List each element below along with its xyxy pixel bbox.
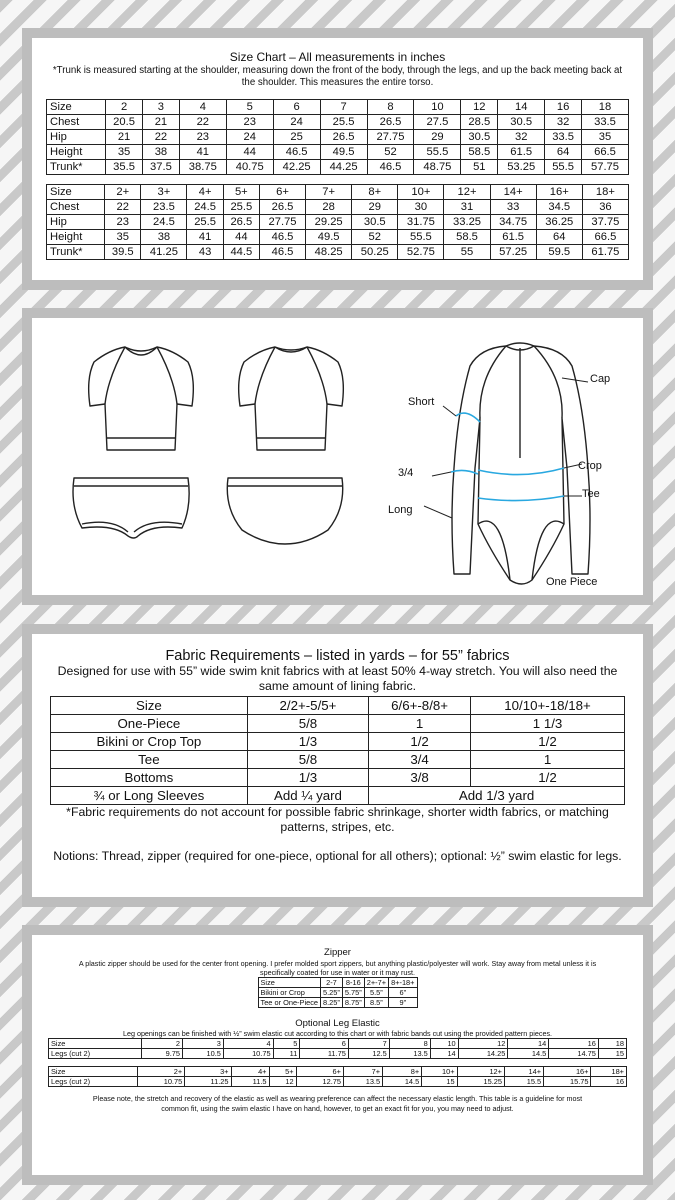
table-cell: 61.75 <box>582 245 628 260</box>
table-cell: 1 <box>471 751 625 769</box>
table-cell: 66.5 <box>582 230 628 245</box>
table-cell: Bikini or Crop <box>258 988 321 998</box>
table-cell: 8-16 <box>342 978 364 988</box>
table-cell: 6+ <box>259 185 305 200</box>
table-cell: 20.5 <box>106 115 143 130</box>
table-cell: 1/3 <box>247 733 368 751</box>
table-cell: 6” <box>389 988 417 998</box>
table-cell: 33 <box>490 200 536 215</box>
table-cell: 55.5 <box>398 230 444 245</box>
table-cell: ¾ or Long Sleeves <box>51 787 248 805</box>
table-cell: 55 <box>444 245 490 260</box>
table-cell: 24.5 <box>141 215 187 230</box>
table-row <box>47 100 629 115</box>
table-cell: 8.25” <box>321 998 343 1008</box>
table-cell: 64 <box>536 230 582 245</box>
label-cap: Cap <box>590 373 611 385</box>
table-cell: 21 <box>142 115 179 130</box>
zipper-title: Zipper <box>324 947 351 958</box>
table-cell: 30.5 <box>461 130 498 145</box>
table-cell: Size <box>47 185 105 200</box>
table-row <box>51 751 625 769</box>
table-cell: 1 1/3 <box>471 715 625 733</box>
table-cell: 1/2 <box>369 733 471 751</box>
elastic-text: Leg openings can be finished with ½” swim elastic cut according to this chart or with fabric bands cut using the provided pattern pieces. <box>122 1029 553 1038</box>
table-cell: 15.75 <box>544 1077 591 1087</box>
table-cell: 29 <box>352 200 398 215</box>
table-cell: 26.5 <box>259 200 305 215</box>
table-cell: 44 <box>223 230 259 245</box>
table-cell: 11.75 <box>300 1049 348 1059</box>
crop-top-sketch <box>89 347 194 450</box>
table-cell: 3/8 <box>369 769 471 787</box>
table-cell: 28 <box>306 200 352 215</box>
zipper-text: A plastic zipper should be used for the center front opening. I prefer molded sport zippers, but anything plastic/polyester will work. Stay away from metal unless it is specifically coated for use in water or it may rust. <box>78 959 597 977</box>
table-cell: 52 <box>367 145 414 160</box>
table-cell: 5 <box>273 1039 300 1049</box>
table-cell: 52 <box>352 230 398 245</box>
table-cell: 8.5” <box>364 998 388 1008</box>
fabric-requirements-panel <box>22 624 653 907</box>
table-cell: 2 <box>142 1039 183 1049</box>
table-cell: 11 <box>273 1049 300 1059</box>
crop-top-back-sketch <box>239 347 344 450</box>
table-cell: 38 <box>141 230 187 245</box>
table-cell: Size <box>51 697 248 715</box>
garment-illustrations <box>32 318 643 595</box>
table-cell: 48.75 <box>414 160 461 175</box>
table-cell: 8.75” <box>342 998 364 1008</box>
table-cell: 26.5 <box>367 115 414 130</box>
table-cell: 33.5 <box>582 115 629 130</box>
table-cell: 22 <box>105 200 141 215</box>
label-long: Long <box>388 504 413 516</box>
table-cell: Legs (cut 2) <box>49 1049 142 1059</box>
table-cell: 14.5 <box>508 1049 549 1059</box>
table-cell: Tee <box>51 751 248 769</box>
table-row <box>47 200 629 215</box>
table-cell: 2+ <box>105 185 141 200</box>
table-cell: 10.5 <box>182 1049 223 1059</box>
table-cell: 23 <box>105 215 141 230</box>
table-cell: 46.5 <box>259 245 305 260</box>
table-cell: Trunk* <box>47 245 105 260</box>
table-cell: 66.5 <box>582 145 629 160</box>
table-cell: 12.75 <box>296 1077 343 1087</box>
table-cell: 10+ <box>398 185 444 200</box>
table-cell: Add ¼ yard <box>247 787 368 805</box>
garment-diagram-panel <box>22 308 653 605</box>
bikini-bottom-sketch <box>73 478 189 538</box>
table-cell: 4+ <box>187 185 223 200</box>
table-cell: 32 <box>545 115 582 130</box>
table-cell: 51 <box>461 160 498 175</box>
table-cell: 41 <box>179 145 226 160</box>
table-cell: 2+ <box>137 1067 184 1077</box>
table-cell: 15.25 <box>457 1077 504 1087</box>
table-cell: 41.25 <box>141 245 187 260</box>
table-cell: Chest <box>47 115 106 130</box>
table-row <box>258 988 417 998</box>
fabric-note: *Fabric requirements do not account for possible fabric shrinkage, shorter width fabrics, or matching patterns, stripes, etc. <box>66 805 609 834</box>
table-cell: 22 <box>179 115 226 130</box>
size-table-plus <box>46 184 629 260</box>
table-cell: 38.75 <box>179 160 226 175</box>
table-cell: 2/2+-5/5+ <box>247 697 368 715</box>
table-cell: 49.5 <box>320 145 367 160</box>
table-cell: 50.25 <box>352 245 398 260</box>
table-cell: 1/2 <box>471 769 625 787</box>
table-cell: 14.75 <box>549 1049 599 1059</box>
table-cell: 44.5 <box>223 245 259 260</box>
table-row <box>258 998 417 1008</box>
table-row <box>49 1049 627 1059</box>
table-cell: 35 <box>105 230 141 245</box>
table-cell: 5.5” <box>364 988 388 998</box>
table-cell: 16 <box>549 1039 599 1049</box>
table-cell: Add 1/3 yard <box>369 787 625 805</box>
table-cell: 49.5 <box>306 230 352 245</box>
table-cell: 46.5 <box>273 145 320 160</box>
table-cell: 26.5 <box>223 215 259 230</box>
table-cell: 33.25 <box>444 215 490 230</box>
table-cell: 59.5 <box>536 245 582 260</box>
table-cell: 2 <box>106 100 143 115</box>
table-cell: 28.5 <box>461 115 498 130</box>
table-cell: 57.75 <box>582 160 629 175</box>
table-cell: 31 <box>444 200 490 215</box>
table-cell: 5.75” <box>342 988 364 998</box>
table-cell: 29.25 <box>306 215 352 230</box>
table-cell: Bikini or Crop Top <box>51 733 248 751</box>
table-cell: 27.75 <box>259 215 305 230</box>
table-cell: 12+ <box>444 185 490 200</box>
table-row <box>47 115 629 130</box>
table-cell: 34.75 <box>490 215 536 230</box>
table-cell: 1 <box>369 715 471 733</box>
table-cell: 3/4 <box>369 751 471 769</box>
table-cell: 30.5 <box>352 215 398 230</box>
table-cell: 40.75 <box>226 160 273 175</box>
table-cell: 35 <box>106 145 143 160</box>
table-cell: 25.5 <box>320 115 367 130</box>
table-cell: 15.5 <box>504 1077 543 1087</box>
label-three-quarter: 3/4 <box>398 467 414 479</box>
table-cell: 14.5 <box>383 1077 422 1087</box>
table-cell: 5+ <box>223 185 259 200</box>
table-cell: 9” <box>389 998 417 1008</box>
table-cell: 37.75 <box>582 215 628 230</box>
table-cell: 24.5 <box>187 200 223 215</box>
table-cell: 12+ <box>457 1067 504 1077</box>
table-cell: 2+-7+ <box>364 978 388 988</box>
fabric-title: Fabric Requirements – listed in yards – for 55” fabrics <box>165 648 510 664</box>
table-cell: Tee or One-Piece <box>258 998 321 1008</box>
table-cell: One-Piece <box>51 715 248 733</box>
table-cell: 9.75 <box>142 1049 183 1059</box>
table-cell: 8 <box>367 100 414 115</box>
table-cell: 18+ <box>591 1067 627 1077</box>
table-cell: 7+ <box>306 185 352 200</box>
table-cell: 10.75 <box>223 1049 273 1059</box>
table-cell: 7 <box>348 1039 389 1049</box>
table-cell: 30 <box>398 200 444 215</box>
table-cell: 18 <box>582 100 629 115</box>
table-cell: Size <box>258 978 321 988</box>
table-cell: 35 <box>582 130 629 145</box>
table-cell: 44 <box>226 145 273 160</box>
table-cell: 14 <box>508 1039 549 1049</box>
table-cell: 22 <box>142 130 179 145</box>
table-cell: 15 <box>422 1077 457 1087</box>
table-cell: 3+ <box>185 1067 231 1077</box>
zipper-elastic-panel <box>22 925 653 1185</box>
table-cell: 13.5 <box>389 1049 430 1059</box>
table-cell: 6 <box>300 1039 348 1049</box>
table-cell: 35.5 <box>106 160 143 175</box>
table-cell: 23.5 <box>141 200 187 215</box>
table-cell: 37.5 <box>142 160 179 175</box>
table-cell: 58.5 <box>444 230 490 245</box>
zipper-table <box>258 977 418 1008</box>
table-cell: 16+ <box>544 1067 591 1077</box>
table-cell: 53.25 <box>498 160 545 175</box>
table-cell: 13.5 <box>343 1077 382 1087</box>
table-cell: 41 <box>187 230 223 245</box>
notions-text: Notions: Thread, zipper (required for one-piece, optional for all others); optional: ½” swim elastic for legs. <box>53 849 622 863</box>
table-cell: 5/8 <box>247 751 368 769</box>
table-cell: 4 <box>179 100 226 115</box>
table-cell: 2-7 <box>321 978 343 988</box>
table-cell: 33.5 <box>545 130 582 145</box>
table-cell: 31.75 <box>398 215 444 230</box>
table-cell: 27.5 <box>414 115 461 130</box>
table-cell: 10.75 <box>137 1077 184 1087</box>
table-row <box>51 769 625 787</box>
table-cell: 42.25 <box>273 160 320 175</box>
table-cell: 5 <box>226 100 273 115</box>
table-cell: 14.25 <box>458 1049 508 1059</box>
table-cell: 3 <box>142 100 179 115</box>
table-cell: 55.5 <box>545 160 582 175</box>
table-row <box>49 1077 627 1087</box>
table-cell: Hip <box>47 215 105 230</box>
table-cell: 14+ <box>504 1067 543 1077</box>
table-cell: 10 <box>414 100 461 115</box>
table-cell: 14 <box>430 1049 458 1059</box>
table-cell: 10+ <box>422 1067 457 1077</box>
table-cell: Size <box>47 100 106 115</box>
elastic-note: Please note, the stretch and recovery of the elastic as well as wearing preference can affect the necessary elastic length. This table is a guideline for most common fit, using the swim elastic I have on hand, however, to get an exact fit for you, you may need to adjust. <box>92 1094 583 1113</box>
table-row <box>47 130 629 145</box>
table-cell: Hip <box>47 130 106 145</box>
table-cell: 46.5 <box>367 160 414 175</box>
elastic-table-standard <box>48 1038 627 1059</box>
table-row <box>49 1067 627 1077</box>
table-cell: 24 <box>226 130 273 145</box>
table-cell: 11.25 <box>185 1077 231 1087</box>
table-cell: 5.25” <box>321 988 343 998</box>
table-cell: Trunk* <box>47 160 106 175</box>
table-cell: 36 <box>582 200 628 215</box>
table-cell: 26.5 <box>320 130 367 145</box>
size-chart-panel <box>22 28 653 290</box>
table-row <box>258 978 417 988</box>
table-cell: 27.75 <box>367 130 414 145</box>
table-cell: 8+ <box>352 185 398 200</box>
table-cell: 16 <box>591 1077 627 1087</box>
table-cell: 58.5 <box>461 145 498 160</box>
table-cell: 12 <box>269 1077 296 1087</box>
table-cell: 7 <box>320 100 367 115</box>
table-cell: Bottoms <box>51 769 248 787</box>
table-cell: 6+ <box>296 1067 343 1077</box>
size-table-standard <box>46 99 629 175</box>
table-cell: 16+ <box>536 185 582 200</box>
table-row <box>47 230 629 245</box>
table-cell: 4 <box>223 1039 273 1049</box>
table-cell: 8+-18+ <box>389 978 417 988</box>
table-cell: 6 <box>273 100 320 115</box>
table-cell: 29 <box>414 130 461 145</box>
table-cell: 10 <box>430 1039 458 1049</box>
table-cell: 16 <box>545 100 582 115</box>
label-crop: Crop <box>578 460 602 472</box>
table-cell: 3 <box>182 1039 223 1049</box>
table-cell: 12 <box>461 100 498 115</box>
table-cell: 6/6+-8/8+ <box>369 697 471 715</box>
table-row <box>51 733 625 751</box>
table-cell: 5+ <box>269 1067 296 1077</box>
table-cell: 48.25 <box>306 245 352 260</box>
table-cell: Size <box>49 1039 142 1049</box>
label-short: Short <box>408 396 435 408</box>
table-cell: 14+ <box>490 185 536 200</box>
table-cell: 57.25 <box>490 245 536 260</box>
table-cell: Chest <box>47 200 105 215</box>
table-row <box>47 160 629 175</box>
table-cell: 46.5 <box>259 230 305 245</box>
table-cell: 64 <box>545 145 582 160</box>
table-cell: 12 <box>458 1039 508 1049</box>
table-cell: 18 <box>598 1039 626 1049</box>
table-cell: 14 <box>498 100 545 115</box>
table-row <box>47 185 629 200</box>
table-cell: 12.5 <box>348 1049 389 1059</box>
table-cell: 5/8 <box>247 715 368 733</box>
elastic-table-plus <box>48 1066 627 1087</box>
fabric-sleeves-row <box>51 787 625 805</box>
table-cell: 11.5 <box>231 1077 269 1087</box>
table-cell: 43 <box>187 245 223 260</box>
table-cell: 15 <box>598 1049 626 1059</box>
table-cell: 21 <box>106 130 143 145</box>
label-one-piece: One Piece <box>546 576 598 588</box>
table-cell: Legs (cut 2) <box>49 1077 138 1087</box>
elastic-title: Optional Leg Elastic <box>295 1018 380 1029</box>
table-cell: 52.75 <box>398 245 444 260</box>
table-cell: 34.5 <box>536 200 582 215</box>
table-cell: 4+ <box>231 1067 269 1077</box>
table-cell: 1/2 <box>471 733 625 751</box>
table-cell: 8 <box>389 1039 430 1049</box>
table-row <box>49 1039 627 1049</box>
table-row <box>51 697 625 715</box>
table-cell: 24 <box>273 115 320 130</box>
fabric-table <box>50 696 625 805</box>
table-cell: 23 <box>179 130 226 145</box>
table-cell: 10/10+-18/18+ <box>471 697 625 715</box>
size-chart-note: *Trunk is measured starting at the shoulder, measuring down the front of the body, through the legs, and up the back meeting back at the shoulder. This measures the entire torso. <box>52 65 623 88</box>
table-cell: Height <box>47 145 106 160</box>
table-cell: 1/3 <box>247 769 368 787</box>
table-cell: 25.5 <box>223 200 259 215</box>
table-cell: 3+ <box>141 185 187 200</box>
table-cell: 61.5 <box>490 230 536 245</box>
table-cell: Height <box>47 230 105 245</box>
table-row <box>47 145 629 160</box>
table-cell: Size <box>49 1067 138 1077</box>
table-cell: 38 <box>142 145 179 160</box>
label-tee: Tee <box>582 488 600 500</box>
table-cell: 30.5 <box>498 115 545 130</box>
table-cell: 25.5 <box>187 215 223 230</box>
table-cell: 44.25 <box>320 160 367 175</box>
table-cell: 55.5 <box>414 145 461 160</box>
fabric-subtitle: Designed for use with 55” wide swim knit fabrics with at least 50% 4-way stretch. You will also need the same amount of lining fabric. <box>57 664 618 693</box>
table-cell: 32 <box>498 130 545 145</box>
table-cell: 7+ <box>343 1067 382 1077</box>
table-cell: 39.5 <box>105 245 141 260</box>
bikini-bottom-back-sketch <box>227 478 342 544</box>
size-chart-title: Size Chart – All measurements in inches <box>229 50 446 64</box>
table-cell: 36.25 <box>536 215 582 230</box>
table-row <box>47 215 629 230</box>
table-cell: 18+ <box>582 185 628 200</box>
table-cell: 25 <box>273 130 320 145</box>
table-cell: 23 <box>226 115 273 130</box>
table-row <box>51 715 625 733</box>
table-cell: 8+ <box>383 1067 422 1077</box>
table-row <box>47 245 629 260</box>
table-cell: 61.5 <box>498 145 545 160</box>
